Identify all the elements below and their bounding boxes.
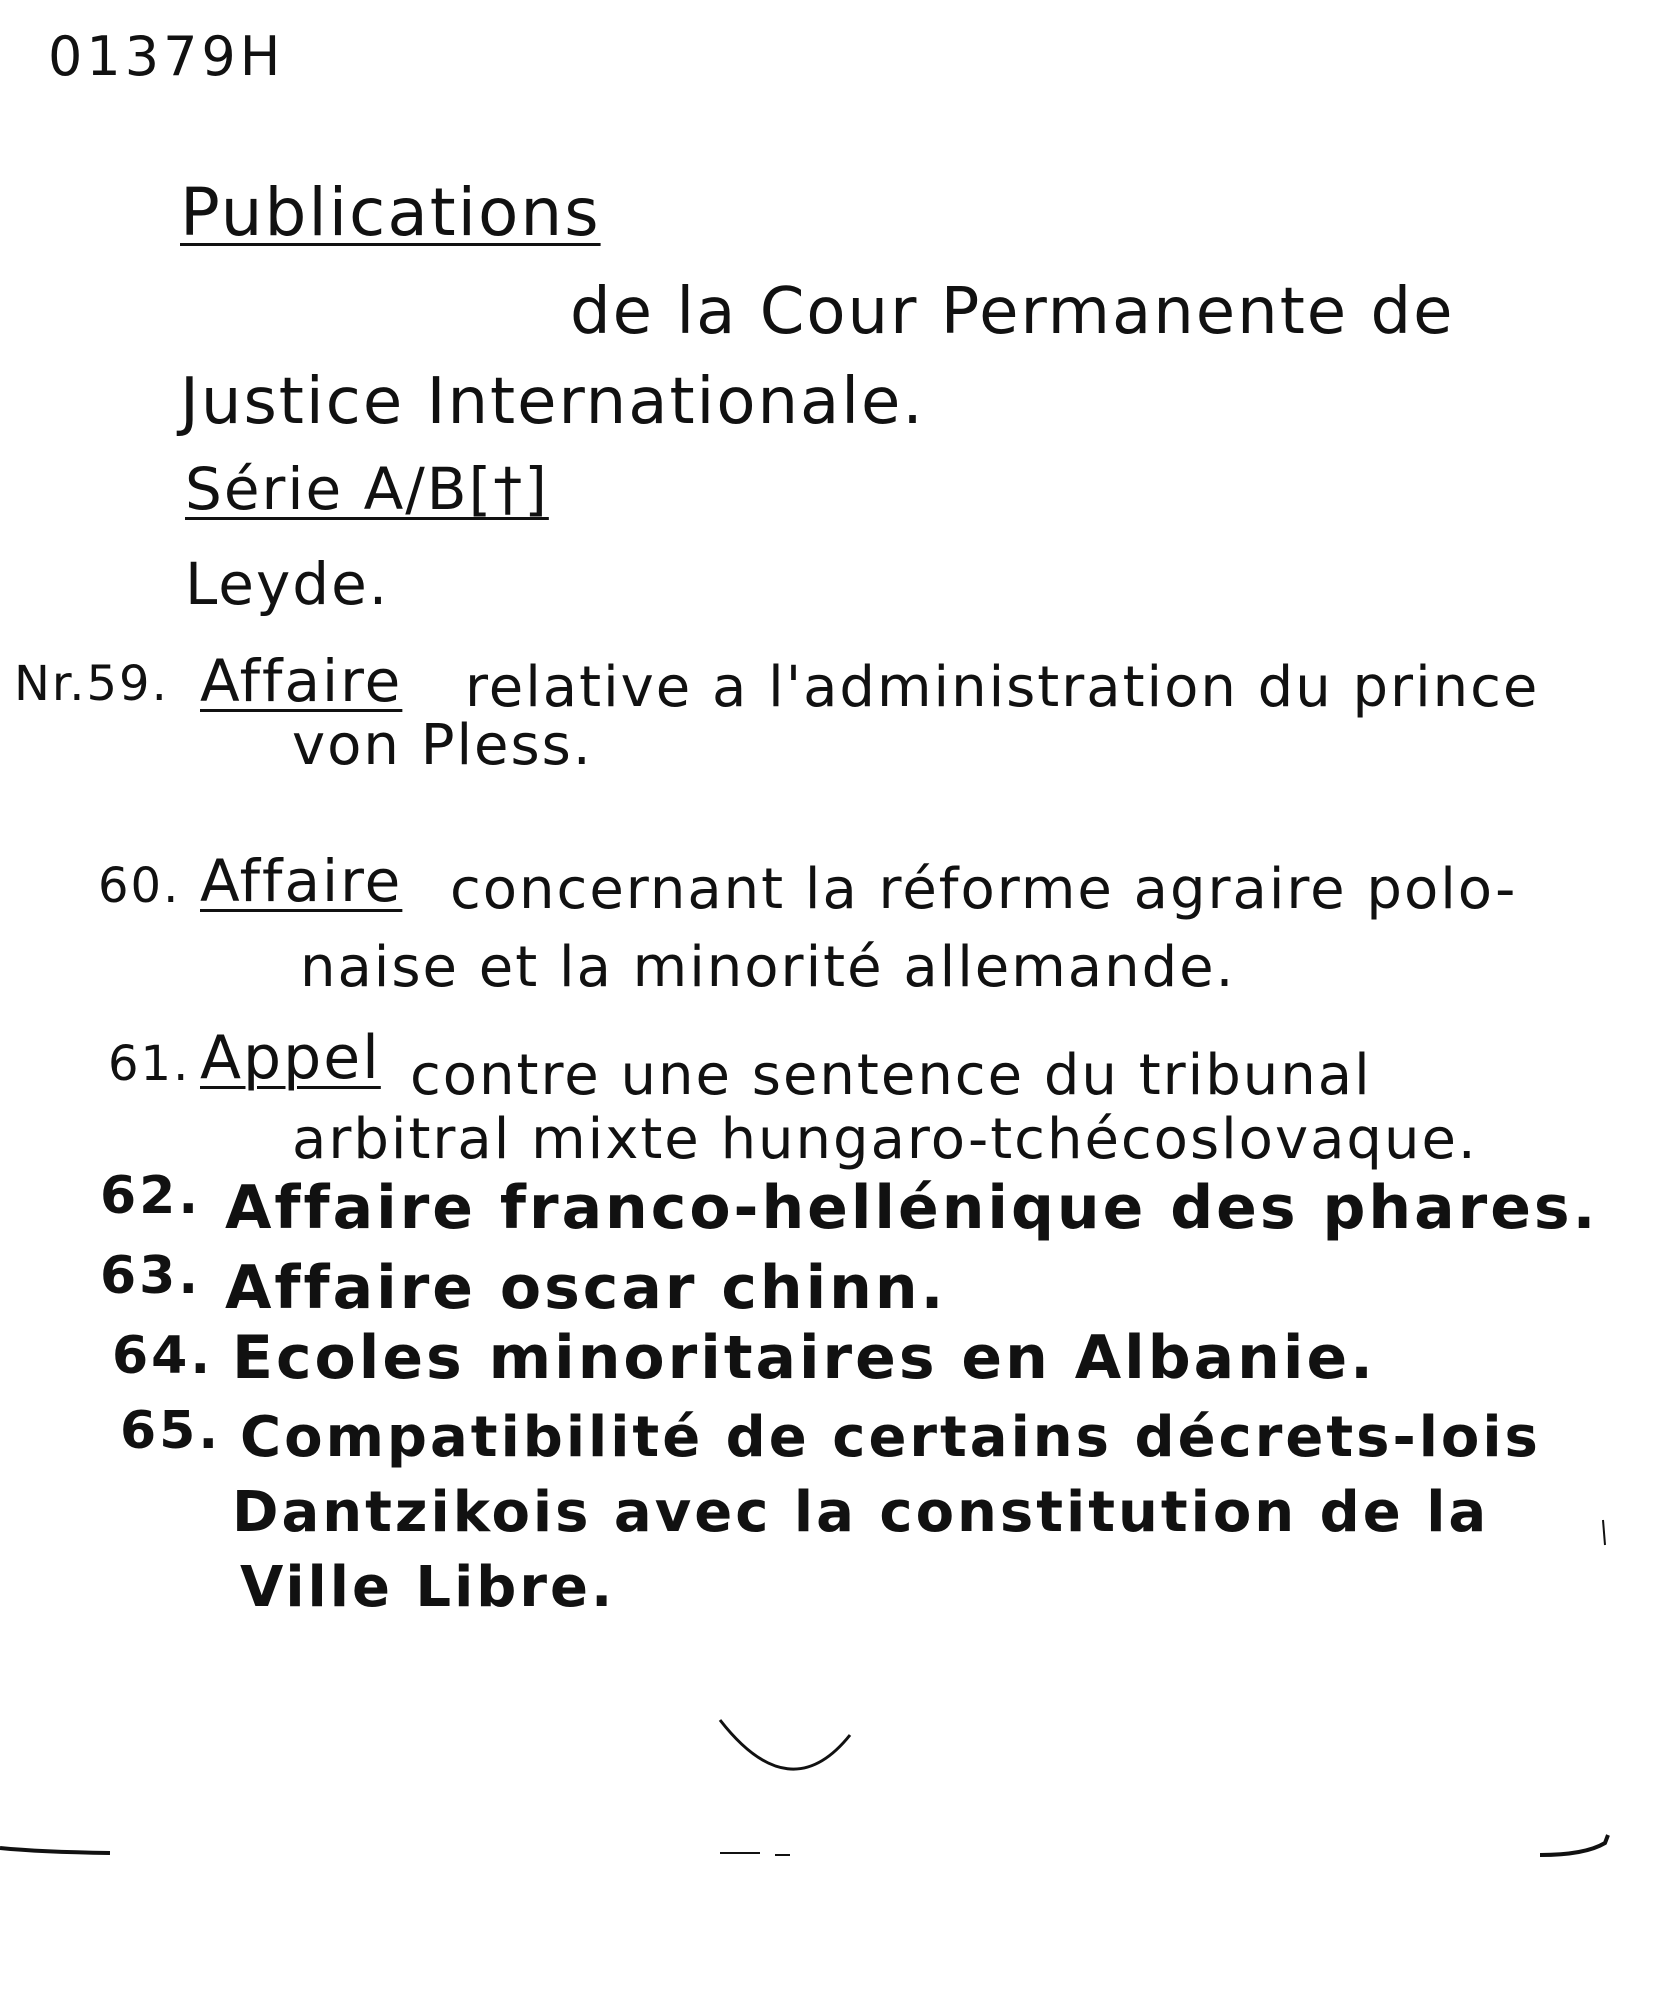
card-right-edge-mark [1603,1520,1605,1545]
entry-60-keyword: Affaire [200,847,403,915]
end-curve-mark [720,1720,850,1769]
entry-59-line-2: von Pless. [292,713,593,778]
entry-61-number: 61. [108,1036,191,1092]
series-label: Série A/B[†] [185,455,549,523]
entry-65-number: 65. [120,1401,222,1461]
entry-65-line-3: Ville Libre. [240,1555,616,1620]
entry-61-line-2: arbitral mixte hungaro-tchécoslovaque. [292,1107,1478,1172]
title-line-2: de la Cour Permanente de [570,275,1455,349]
entry-60-line-1: concernant la réforme agraire polo- [450,857,1518,922]
card-bottom-edge-mid [720,1853,790,1855]
entry-60-number: 60. [98,858,181,914]
entry-63-number: 63. [100,1246,202,1306]
entry-59-line-1: relative a l'administration du prince [465,655,1540,720]
entry-62-number: 62. [100,1166,202,1226]
reference-number: 01379H [48,25,285,88]
entry-59-keyword: Affaire [200,647,403,715]
title-publications: Publications [180,174,601,251]
card-bottom-edge-left [0,1848,110,1853]
entry-59-number: Nr.59. [14,656,169,712]
entry-60-line-2: naise et la minorité allemande. [300,935,1236,1000]
entry-64-line-1: Ecoles minoritaires en Albanie. [232,1323,1376,1393]
entry-61-keyword: Appel [200,1023,381,1093]
entry-65-line-1: Compatibilité de certains décrets-lois [240,1405,1541,1470]
entry-65-line-2: Dantzikois avec la constitution de la [232,1480,1490,1545]
card-bottom-edge-right [1540,1835,1608,1855]
entry-63-line-1: Affaire oscar chinn. [225,1253,947,1323]
place-label: Leyde. [185,550,390,618]
entry-61-line-1: contre une sentence du tribunal [410,1043,1372,1108]
title-line-3: Justice Internationale. [180,365,925,439]
entry-64-number: 64. [112,1326,214,1386]
entry-62-line-1: Affaire franco-hellénique des phares. [225,1173,1599,1243]
